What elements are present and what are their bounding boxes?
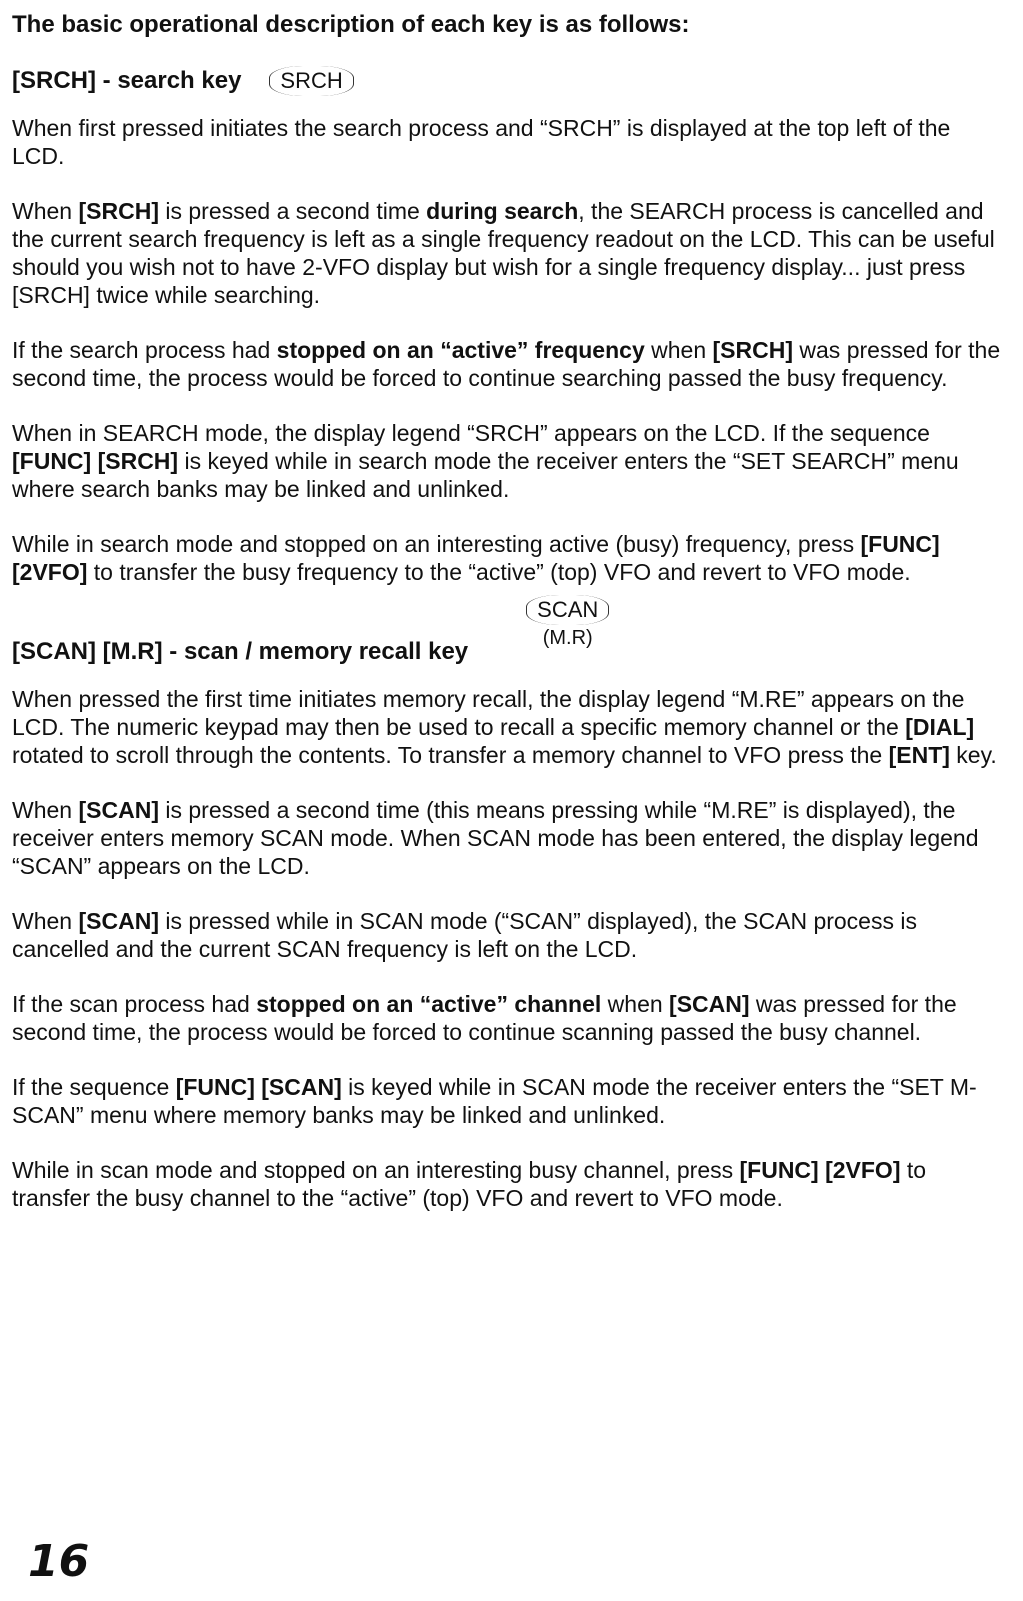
scan-paragraph-3 <box>12 907 1002 963</box>
text-run: when <box>644 337 713 363</box>
text-run: When <box>12 797 79 823</box>
text-run: When in SEARCH mode, the display legend “SRCH” appears on the LCD. If the sequence <box>12 420 930 446</box>
srch-paragraph-1: When first pressed initiates the search process and “SRCH” is displayed at the top left of the LCD. <box>12 115 951 169</box>
text-run: is keyed while in search mode the receiver enters the “SET SEARCH” menu where search banks may be linked and unlinked. <box>12 448 959 502</box>
srch-paragraph-3 <box>12 336 1002 392</box>
bold-run: [SCAN] <box>78 797 159 823</box>
bold-run: stopped on an “active” channel <box>256 991 602 1017</box>
page-number: 16 <box>28 1536 90 1587</box>
bold-run: [FUNC] [SCAN] <box>175 1074 342 1100</box>
text-run: When <box>12 198 79 224</box>
scan-key-sub-label: (M.R) <box>542 627 593 649</box>
text-run: While in search mode and stopped on an interesting active (busy) frequency, press <box>12 531 861 557</box>
srch-section-heading <box>12 66 1002 96</box>
text-run: rotated to scroll through the contents. To transfer a memory channel to VFO press the <box>12 742 889 768</box>
scan-heading-text: [SCAN] [M.R] - scan / memory recall key <box>12 638 469 665</box>
bold-run: stopped on an “active” frequency <box>276 337 645 363</box>
bold-run: [FUNC] [SRCH] <box>12 448 179 474</box>
text-run: to transfer the busy channel to the “active” (top) VFO and revert to VFO mode. <box>12 1157 927 1211</box>
text-run: is keyed while in SCAN mode the receiver enters the “SET M-SCAN” menu where memory banks may be linked and unlinked. <box>12 1074 977 1128</box>
text-run: was pressed for the second time, the process would be forced to continue searching passed the busy frequency. <box>12 337 1001 391</box>
text-run: While in scan mode and stopped on an interesting busy channel, press <box>12 1157 740 1183</box>
bold-run: [ENT] <box>888 742 950 768</box>
bold-run: [SCAN] <box>78 908 159 934</box>
bold-run: [DIAL] <box>905 714 975 740</box>
srch-key-icon: SRCH <box>269 66 353 96</box>
scan-key-icon <box>526 595 609 649</box>
manual-page <box>12 10 1002 1239</box>
srch-paragraph-2 <box>12 197 1002 309</box>
intro-heading: The basic operational description of each key is as follows: <box>12 11 690 38</box>
srch-paragraph-5 <box>12 530 1002 586</box>
text-run: If the sequence <box>12 1074 176 1100</box>
bold-run: [SCAN] <box>669 991 750 1017</box>
scan-paragraph-5 <box>12 1073 1002 1129</box>
bold-run: [SRCH] <box>78 198 159 224</box>
bold-run: during search <box>426 198 579 224</box>
scan-paragraph-4 <box>12 990 1002 1046</box>
text-run: When pressed the first time initiates memory recall, the display legend “M.RE” appears on the LCD. The numeric keypad may then be used to recall a specific memory channel or the <box>12 686 965 740</box>
srch-heading-text: [SRCH] - search key <box>12 67 242 94</box>
bold-run: [SRCH] <box>712 337 794 363</box>
srch-paragraph-4 <box>12 419 1002 503</box>
text-run: If the search process had <box>12 337 277 363</box>
bold-run: [FUNC] [2VFO] <box>739 1157 901 1183</box>
text-run: key. <box>949 742 997 768</box>
text-run: is pressed a second time (this means pressing while “M.RE” is displayed), the receiver enters memory SCAN mode. When SCAN mode has been entered, the display legend “SCAN” appears on the LCD. <box>12 797 979 879</box>
scan-paragraph-6 <box>12 1156 1002 1212</box>
text-run: is pressed while in SCAN mode (“SCAN” displayed), the SCAN process is cancelled and the current SCAN frequency is left on the LCD. <box>12 908 917 962</box>
scan-paragraph-1 <box>12 685 1002 769</box>
scan-section-heading <box>12 597 1002 667</box>
text-run: , the SEARCH process is cancelled and the current search frequency is left as a single frequency readout on the LCD. This can be useful should you wish not to have 2-VFO display but wish for a single frequency display... just press [SRCH] twice while searching. <box>12 198 995 308</box>
text-run: is pressed a second time <box>158 198 427 224</box>
scan-key-label: SCAN <box>526 595 609 625</box>
text-run: to transfer the busy frequency to the “active” (top) VFO and revert to VFO mode. <box>87 559 911 585</box>
text-run: when <box>601 991 670 1017</box>
scan-paragraph-2 <box>12 796 1002 880</box>
text-run: If the scan process had <box>12 991 257 1017</box>
text-run: was pressed for the second time, the process would be forced to continue scanning passed the busy channel. <box>12 991 957 1045</box>
text-run: When <box>12 908 79 934</box>
bold-run: [FUNC] [2VFO] <box>12 531 940 585</box>
